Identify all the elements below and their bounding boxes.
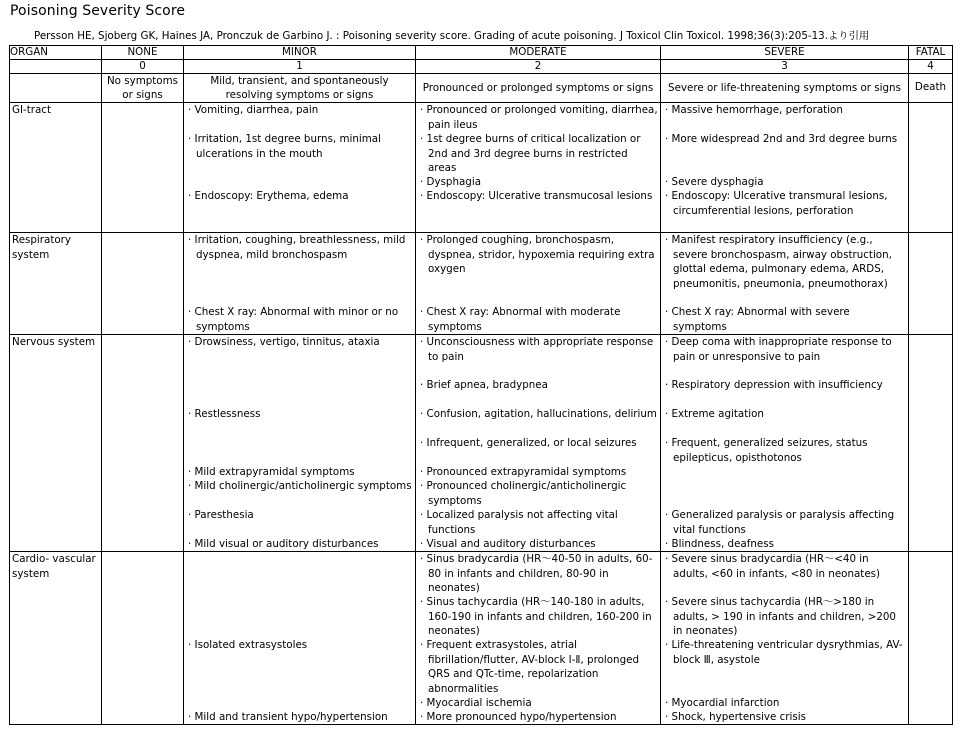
moderate-symptom: · Sinus tachycardia (HR～140-180 in adults, 160-190 in infants and children, 160-200 in neonates)	[418, 595, 658, 638]
description-row	[10, 74, 953, 103]
severe-symptom: · Chest X ray: Abnormal with severe symptoms	[663, 305, 906, 334]
organ-row	[10, 233, 953, 335]
grade-row	[10, 60, 953, 74]
minor-empty-slot	[186, 552, 413, 595]
severe-symptom: · Severe sinus bradycardia (HR～<40 in adults, <60 in infants, <80 in neonates)	[663, 552, 906, 595]
header-none: NONE	[102, 46, 184, 60]
minor-symptom: · Drowsiness, vertigo, tinnitus, ataxia	[186, 335, 413, 378]
citation: Persson HE, Sjoberg GK, Haines JA, Pronczuk de Garbino J. : Poisoning severity score. Grading of acute poisoning. J Toxicol Clin Toxicol. 1998;36(3):205-13.より引用	[34, 30, 870, 42]
moderate-symptom: · More pronounced hypo/hypertension	[418, 710, 658, 724]
severe-symptom: · Frequent, generalized seizures, status epilepticus, opisthotonos	[663, 436, 906, 465]
description-organ-empty	[10, 74, 102, 103]
severe-symptom: · Blindness, deafness	[663, 537, 906, 551]
severe-symptom: · Extreme agitation	[663, 407, 906, 436]
severe-empty-slot	[663, 479, 906, 508]
moderate-symptom: · Sinus bradycardia (HR～40-50 in adults, 60-80 in infants and children, 80-90 in neonates)	[418, 552, 658, 595]
severe-symptom: · Life-threatening ventricular dysrythmias, AV-block Ⅲ, asystole	[663, 638, 906, 696]
organ-moderate-cell	[416, 103, 661, 233]
organ-name: GI-tract	[10, 103, 102, 233]
moderate-symptom: · Brief apnea, bradypnea	[418, 378, 658, 407]
severe-symptom: · Myocardial infarction	[663, 696, 906, 710]
organ-row	[10, 552, 953, 725]
minor-empty-slot	[186, 595, 413, 638]
organ-severe-cell	[661, 552, 909, 725]
organ-minor-cell	[184, 233, 416, 335]
minor-empty-slot	[186, 175, 413, 189]
moderate-symptom: · Pronounced or prolonged vomiting, diarrhea, pain ileus	[418, 103, 658, 132]
moderate-symptom: · Infrequent, generalized, or local seizures	[418, 436, 658, 465]
organ-severe-cell	[661, 103, 909, 233]
minor-symptom: · Irritation, 1st degree burns, minimal ulcerations in the mouth	[186, 132, 413, 175]
minor-empty-slot	[186, 436, 413, 465]
organ-name: Respiratory system	[10, 233, 102, 335]
organ-row	[10, 103, 953, 233]
organ-fatal-cell	[909, 233, 953, 335]
severe-symptom: · Generalized paralysis or paralysis affecting vital functions	[663, 508, 906, 537]
moderate-symptom: · Pronounced extrapyramidal symptoms	[418, 465, 658, 479]
organ-severe-cell	[661, 233, 909, 335]
minor-symptom: · Mild extrapyramidal symptoms	[186, 465, 413, 479]
severe-symptom: · More widespread 2nd and 3rd degree burns	[663, 132, 906, 175]
header-minor: MINOR	[184, 46, 416, 60]
severe-symptom: · Severe sinus tachycardia (HR～>180 in adults, > 190 in infants and children, >200 in neonates)	[663, 595, 906, 638]
organ-fatal-cell	[909, 103, 953, 233]
grade-none: 0	[102, 60, 184, 74]
moderate-symptom: · Chest X ray: Abnormal with moderate symptoms	[418, 305, 658, 334]
minor-empty-slot	[186, 378, 413, 407]
grade-fatal: 4	[909, 60, 953, 74]
header-moderate: MODERATE	[416, 46, 661, 60]
moderate-symptom: · Frequent extrasystoles, atrial fibrillation/flutter, AV-block Ⅰ-Ⅱ, prolonged QRS and QTc-time, repolarization abnormalities	[418, 638, 658, 696]
organ-moderate-cell	[416, 335, 661, 552]
severe-symptom: · Deep coma with inappropriate response to pain or unresponsive to pain	[663, 335, 906, 378]
description-fatal: Death	[909, 74, 953, 103]
severity-table	[9, 45, 953, 725]
minor-symptom: · Restlessness	[186, 407, 413, 436]
page-title: Poisoning Severity Score	[10, 3, 186, 19]
minor-symptom: · Irritation, coughing, breathlessness, mild dyspnea, mild bronchospasm	[186, 233, 413, 305]
organ-none-cell	[102, 335, 184, 552]
organ-name: Nervous system	[10, 335, 102, 552]
organ-none-cell	[102, 233, 184, 335]
grade-moderate: 2	[416, 60, 661, 74]
moderate-symptom: · Unconsciousness with appropriate response to pain	[418, 335, 658, 378]
header-row	[10, 46, 953, 60]
organ-row	[10, 335, 953, 552]
severe-symptom: · Endoscopy: Ulcerative transmural lesions, circumferential lesions, perforation	[663, 189, 906, 232]
header-organ: ORGAN	[10, 46, 102, 60]
moderate-symptom: · Prolonged coughing, bronchospasm, dyspnea, stridor, hypoxemia requiring extra oxygen	[418, 233, 658, 305]
moderate-symptom: · Visual and auditory disturbances	[418, 537, 658, 551]
header-severe: SEVERE	[661, 46, 909, 60]
moderate-symptom: · Pronounced cholinergic/anticholinergic symptoms	[418, 479, 658, 508]
minor-empty-slot	[186, 696, 413, 710]
moderate-symptom: · Confusion, agitation, hallucinations, delirium	[418, 407, 658, 436]
moderate-symptom: · Myocardial ischemia	[418, 696, 658, 710]
organ-minor-cell	[184, 103, 416, 233]
minor-symptom: · Endoscopy: Erythema, edema	[186, 189, 413, 232]
minor-symptom: · Mild visual or auditory disturbances	[186, 537, 413, 551]
organ-none-cell	[102, 103, 184, 233]
grade-minor: 1	[184, 60, 416, 74]
minor-symptom: · Paresthesia	[186, 508, 413, 537]
organ-severe-cell	[661, 335, 909, 552]
minor-symptom: · Vomiting, diarrhea, pain	[186, 103, 413, 132]
organ-minor-cell	[184, 552, 416, 725]
severe-symptom: · Manifest respiratory insufficiency (e.g., severe bronchospasm, airway obstruction, glottal edema, pulmonary edema, ARDS, pneumonitis, pneumonia, pneumothorax)	[663, 233, 906, 305]
organ-fatal-cell	[909, 552, 953, 725]
description-moderate: Pronounced or prolonged symptoms or signs	[416, 74, 661, 103]
minor-symptom: · Mild and transient hypo/hypertension	[186, 710, 413, 724]
organ-fatal-cell	[909, 335, 953, 552]
header-fatal: FATAL	[909, 46, 953, 60]
severe-symptom: · Massive hemorrhage, perforation	[663, 103, 906, 132]
severe-symptom: · Shock, hypertensive crisis	[663, 710, 906, 724]
grade-organ-empty	[10, 60, 102, 74]
minor-symptom: · Mild cholinergic/anticholinergic symptoms	[186, 479, 413, 508]
severe-symptom: · Severe dysphagia	[663, 175, 906, 189]
description-none: No symptoms or signs	[102, 74, 184, 103]
description-severe: Severe or life-threatening symptoms or signs	[661, 74, 909, 103]
moderate-symptom: · Dysphagia	[418, 175, 658, 189]
severe-empty-slot	[663, 465, 906, 479]
description-minor: Mild, transient, and spontaneously resolving symptoms or signs	[184, 74, 416, 103]
moderate-symptom: · 1st degree burns of critical localization or 2nd and 3rd degree burns in restricted areas	[418, 132, 658, 175]
organ-none-cell	[102, 552, 184, 725]
minor-symptom: · Chest X ray: Abnormal with minor or no symptoms	[186, 305, 413, 334]
moderate-symptom: · Localized paralysis not affecting vital functions	[418, 508, 658, 537]
organ-minor-cell	[184, 335, 416, 552]
severe-symptom: · Respiratory depression with insufficiency	[663, 378, 906, 407]
organ-moderate-cell	[416, 233, 661, 335]
grade-severe: 3	[661, 60, 909, 74]
moderate-symptom: · Endoscopy: Ulcerative transmucosal lesions	[418, 189, 658, 232]
minor-symptom: · Isolated extrasystoles	[186, 638, 413, 696]
organ-moderate-cell	[416, 552, 661, 725]
organ-name: Cardio- vascular system	[10, 552, 102, 725]
